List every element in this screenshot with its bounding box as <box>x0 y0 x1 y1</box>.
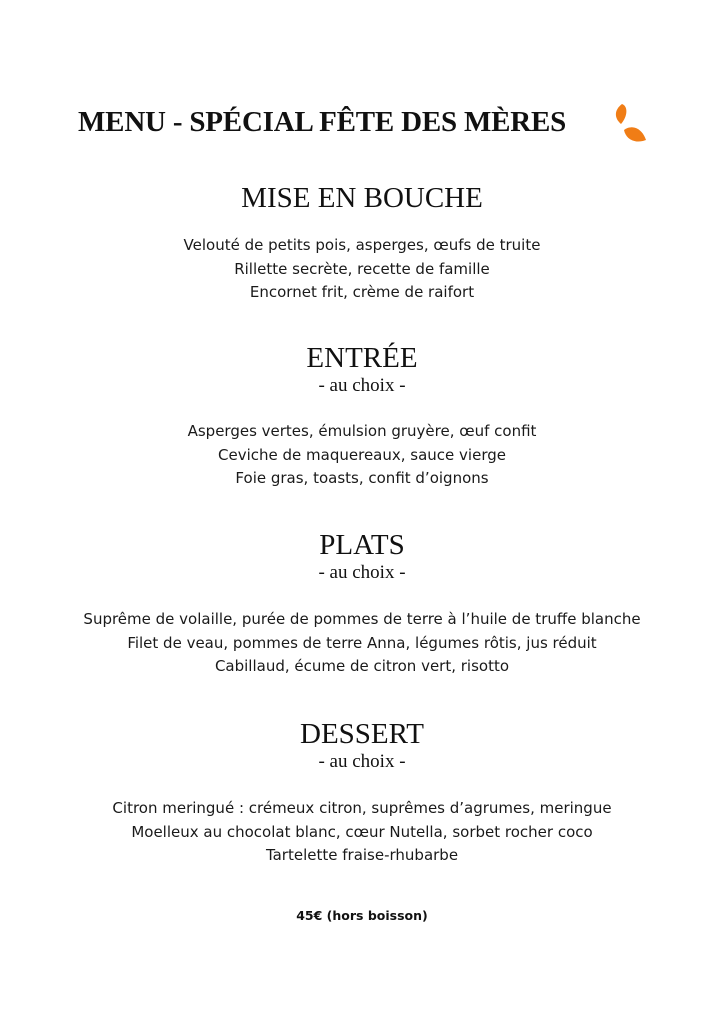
orange-leaf-icon <box>604 100 650 146</box>
section-subtitle: - au choix - <box>318 751 406 772</box>
list-item: Velouté de petits pois, asperges, œufs de truite <box>183 236 541 254</box>
item-list <box>0 234 724 305</box>
section-subtitle: - au choix - <box>318 562 406 583</box>
list-item: Moelleux au chocolat blanc, cœur Nutella, sorbet rocher coco <box>131 822 593 841</box>
price-label: 45€ (hors boisson) <box>296 908 428 923</box>
item-list <box>0 797 724 868</box>
list-item: Asperges vertes, émulsion gruyère, œuf confit <box>187 422 537 440</box>
list-item: Rillette secrète, recette de famille <box>234 259 490 278</box>
item-list <box>0 420 724 491</box>
list-item: Filet de veau, pommes de terre Anna, légumes rôtis, jus réduit <box>127 633 597 652</box>
list-item: Tartelette fraise-rhubarbe <box>265 846 459 864</box>
section-dessert <box>0 717 724 868</box>
list-item: Foie gras, toasts, confit d’oignons <box>235 469 489 487</box>
list-item: Citron meringué : crémeux citron, suprêmes d’agrumes, meringue <box>112 799 612 817</box>
section-title: ENTRÉE <box>306 342 418 374</box>
list-item: Suprême de volaille, purée de pommes de terre à l’huile de truffe blanche <box>83 610 641 628</box>
page-title: MENU - SPÉCIAL FÊTE DES MÈRES <box>78 106 567 138</box>
section-subtitle: - au choix - <box>318 375 406 396</box>
section-title: PLATS <box>319 529 405 561</box>
section-entree <box>0 341 724 491</box>
item-list <box>0 608 724 679</box>
list-item: Encornet frit, crème de raifort <box>249 283 475 301</box>
list-item: Cabillaud, écume de citron vert, risotto <box>214 657 510 675</box>
list-item: Ceviche de maquereaux, sauce vierge <box>218 445 506 464</box>
section-plats <box>0 528 724 679</box>
section-title: MISE EN BOUCHE <box>241 182 483 214</box>
header <box>0 100 724 150</box>
section-title: DESSERT <box>300 718 424 750</box>
section-mise-en-bouche <box>0 181 724 305</box>
